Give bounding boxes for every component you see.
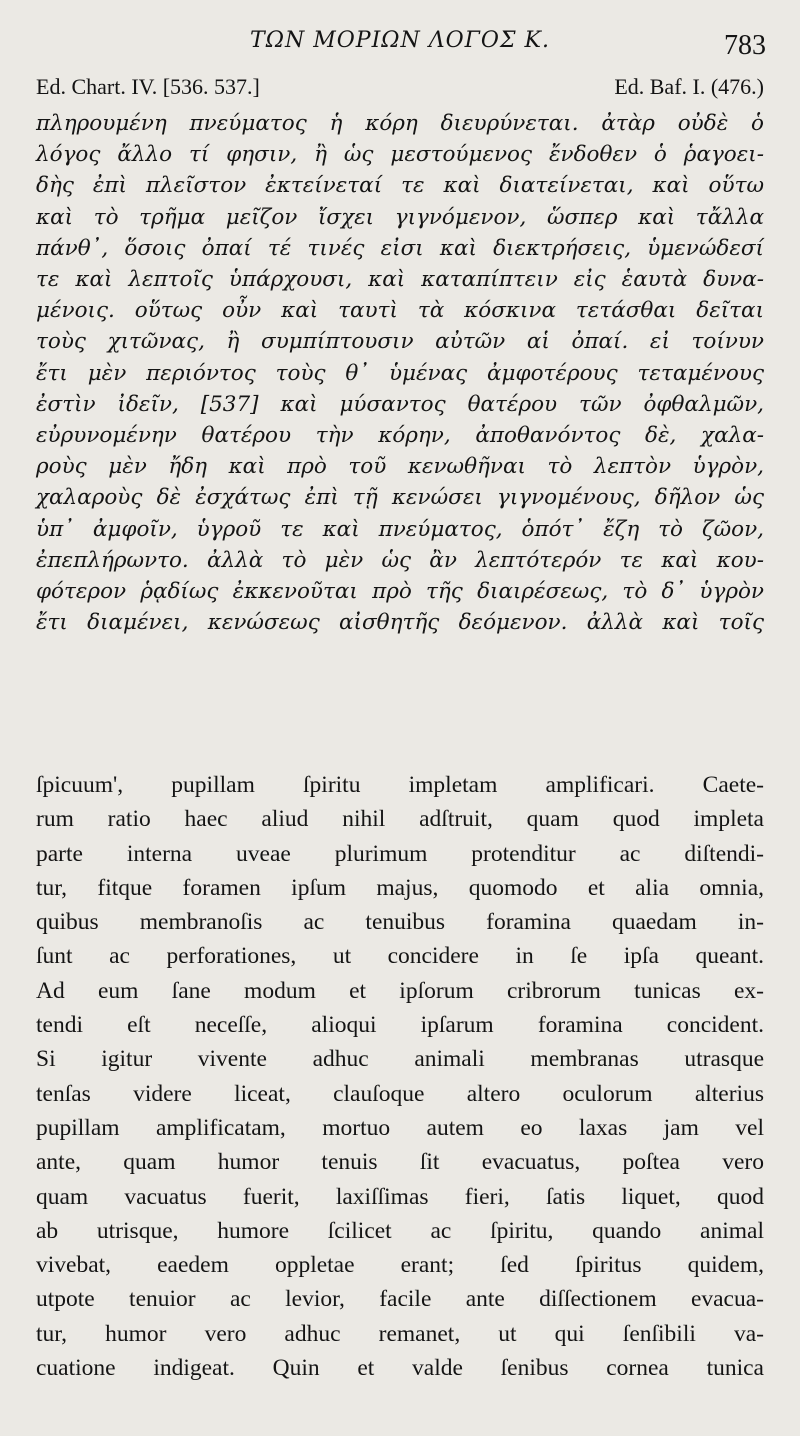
latin-line: Ad eum ſane modum et ipſorum cribrorum tunicas ex- (36, 977, 764, 1004)
latin-line: quam vacuatus fuerit, laxiſſimas fieri, ſatis liquet, quod (36, 1183, 764, 1210)
greek-line: ἔτι διαμένει, κενώσεως αἰσθητῆς δεόμενον. ἀλλὰ καὶ τοῖς (36, 610, 764, 636)
latin-line: ſunt ac perforationes, ut concidere in ſe ipſa queant. (36, 943, 764, 970)
edition-chartier-ref: Ed. Chart. IV. [536. 537.] (36, 74, 260, 99)
greek-line: δὴς ἐπὶ πλεῖστον ἐκτείνεταί τε καὶ διατείνεται, καὶ οὕτω (36, 173, 764, 199)
latin-line: tur, fitque foramen ipſum majus, quomodo et alia omnia, (36, 874, 764, 901)
latin-line: cuatione indigeat. Quin et valde ſenibus cornea tunica (36, 1355, 764, 1382)
latin-line: pupillam amplificatam, mortuo autem eo laxas jam vel (36, 1114, 764, 1141)
running-title: ΤΩΝ ΜΟΡΙΩΝ ΛΟΓΟΣ Κ. (250, 28, 550, 53)
greek-line: πάνθ᾽, ὅσοις ὀπαί τέ τινές εἰσι καὶ διεκτρήσεις, ὑμενώδεσί (36, 235, 764, 261)
greek-line: ὑπ᾽ ἀμφοῖν, ὑγροῦ τε καὶ πνεύματος, ὁπότ᾽ ἔζη τὸ ζῶον, (36, 516, 764, 542)
greek-line: εὐρυνομένην θατέρου τὴν κόρην, ἀποθανόντος δὲ, χαλα- (36, 423, 764, 449)
latin-line: tendi eſt neceſſe, alioqui ipſarum foramina concident. (36, 1012, 764, 1039)
latin-line: Si igitur vivente adhuc animali membranas utrasque (36, 1046, 764, 1073)
greek-line: χαλαροὺς δὲ ἐσχάτως ἐπὶ τῇ κενώσει γιγνομένους, δῆλον ὡς (36, 485, 764, 511)
greek-line: τοὺς χιτῶνας, ἢ συμπίπτουσιν αὐτῶν αἱ ὀπαί. εἰ τοίνυν (36, 329, 764, 355)
latin-line: ante, quam humor tenuis ſit evacuatus, poſtea vero (36, 1149, 764, 1176)
greek-line: φότερον ῥᾳδίως ἐκκενοῦται πρὸ τῆς διαιρέσεως, τὸ δ᾽ ὑγρὸν (36, 579, 764, 605)
greek-line: ἐστὶν ἰδεῖν, [537] καὶ μύσαντος θατέρου τῶν ὀφθαλμῶν, (36, 391, 764, 417)
latin-line: vivebat, eaedem oppletae erant; ſed ſpiritus quidem, (36, 1252, 764, 1279)
greek-line: ροὺς μὲν ἤδη καὶ πρὸ τοῦ κενωθῆναι τὸ λεπτὸν ὑγρὸν, (36, 454, 764, 480)
latin-line: parte interna uveae plurimum protenditur ac diſtendi- (36, 840, 764, 867)
latin-line: ſpicuum', pupillam ſpiritu impletam amplificari. Caete- (36, 772, 764, 798)
latin-line: tenſas videre liceat, clauſoque altero oculorum alterius (36, 1080, 764, 1107)
latin-line: tur, humor vero adhuc remanet, ut qui ſenſibili va- (36, 1320, 764, 1347)
greek-line: τε καὶ λεπτοῖς ὑπάρχουσι, καὶ καταπίπτειν εἰς ἑαυτὰ δυνα- (36, 267, 764, 293)
greek-line: λόγος ἄλλο τί φησιν, ἢ ὡς μεστούμενος ἔνδοθεν ὁ ῥαγοει- (36, 142, 764, 168)
latin-line: rum ratio haec aliud nihil adſtruit, quam quod impleta (36, 806, 764, 833)
edition-basel-ref: Ed. Baf. I. (476.) (614, 74, 764, 99)
latin-line: utpote tenuior ac levior, facile ante diſſectionem evacua- (36, 1286, 764, 1313)
greek-text-block (36, 108, 764, 638)
greek-line: πληρουμένη πνεύματος ἡ κόρη διευρύνεται. ἀτὰρ οὐδὲ ὁ (36, 111, 764, 136)
greek-line: ἔτι μὲν περιόντος τοὺς θ᾽ ὑμένας ἀμφοτέρους τεταμένους (36, 360, 764, 386)
page-number: 783 (724, 30, 766, 61)
latin-text-block (36, 768, 764, 1385)
latin-line: ab utrisque, humore ſcilicet ac ſpiritu, quando animal (36, 1217, 764, 1244)
greek-line: ἐπεπλήρωντο. ἀλλὰ τὸ μὲν ὡς ἂν λεπτότερόν τε καὶ κου- (36, 547, 764, 573)
latin-line: quibus membranoſis ac tenuibus foramina quaedam in- (36, 909, 764, 936)
greek-line: μένοις. οὕτως οὖν καὶ ταυτὶ τὰ κόσκινα τετάσθαι δεῖται (36, 298, 764, 324)
greek-line: καὶ τὸ τρῆμα μεῖζον ἴσχει γιγνόμενον, ὥσπερ καὶ τἄλλα (36, 204, 764, 230)
